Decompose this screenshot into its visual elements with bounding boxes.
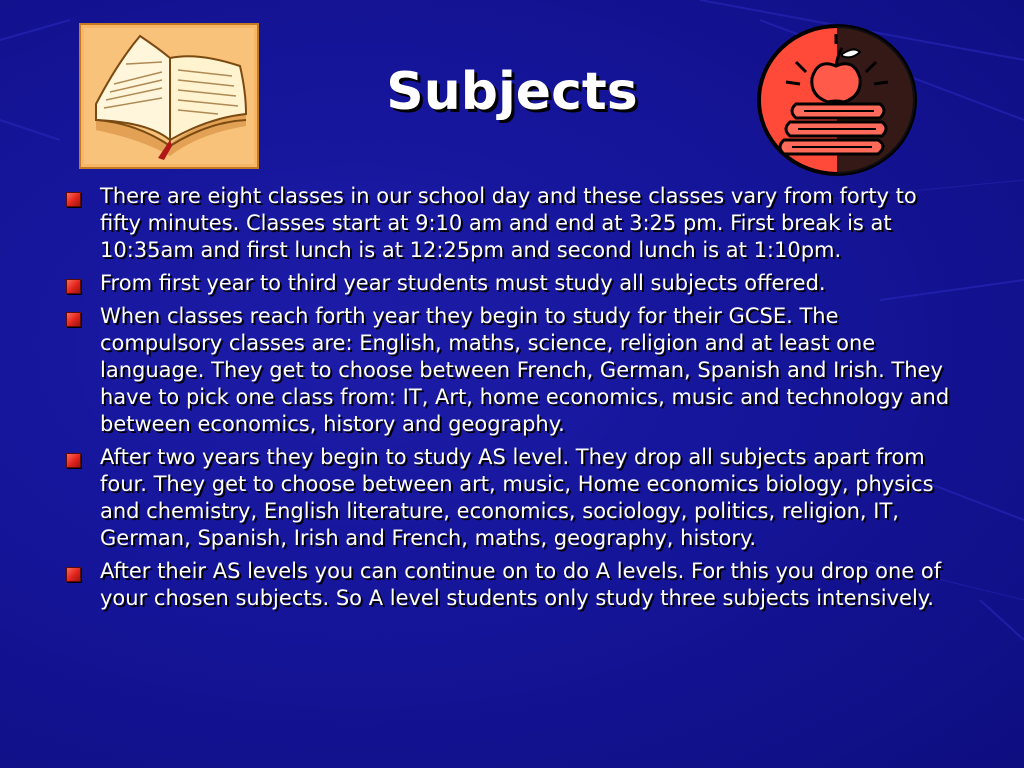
bullet-text: After two years they begin to study AS level. They drop all subjects apart from four. They get to choose between art, music, Home economics biology, physics and chemistry, English literature, economics, sociology, politics, religion, IT, German, Spanish, Irish and French, maths, geography, history.	[100, 445, 934, 550]
square-bullet-icon	[66, 312, 81, 327]
bullet-list	[62, 183, 962, 618]
square-bullet-icon	[66, 192, 81, 207]
bullet-text: When classes reach forth year they begin to study for their GCSE. The compulsory classes are: English, maths, science, religion and at least one language. They get to choose between French, German, Spanish and Irish. They have to pick one class from: IT, Art, home economics, music and technology and between economics, history and geography.	[100, 304, 950, 436]
bullet-text: There are eight classes in our school day and these classes vary from forty to fifty minutes. Classes start at 9:10 am and end at 3:25 pm. First break is at 10:35am and first lunch is at 12:25pm and second lunch is at 1:10pm.	[100, 184, 917, 262]
square-bullet-icon	[66, 567, 81, 582]
bullet-item	[62, 303, 962, 438]
bullet-item	[62, 558, 962, 612]
bullet-item	[62, 444, 962, 552]
bullet-item	[62, 183, 962, 264]
slide-title: Subjects	[386, 62, 638, 122]
bullet-text: From first year to third year students must study all subjects offered.	[100, 271, 826, 295]
bullet-text: After their AS levels you can continue on to do A levels. For this you drop one of your chosen subjects. So A level students only study three subjects intensively.	[100, 559, 942, 610]
square-bullet-icon	[66, 279, 81, 294]
bullet-item	[62, 270, 962, 297]
square-bullet-icon	[66, 453, 81, 468]
